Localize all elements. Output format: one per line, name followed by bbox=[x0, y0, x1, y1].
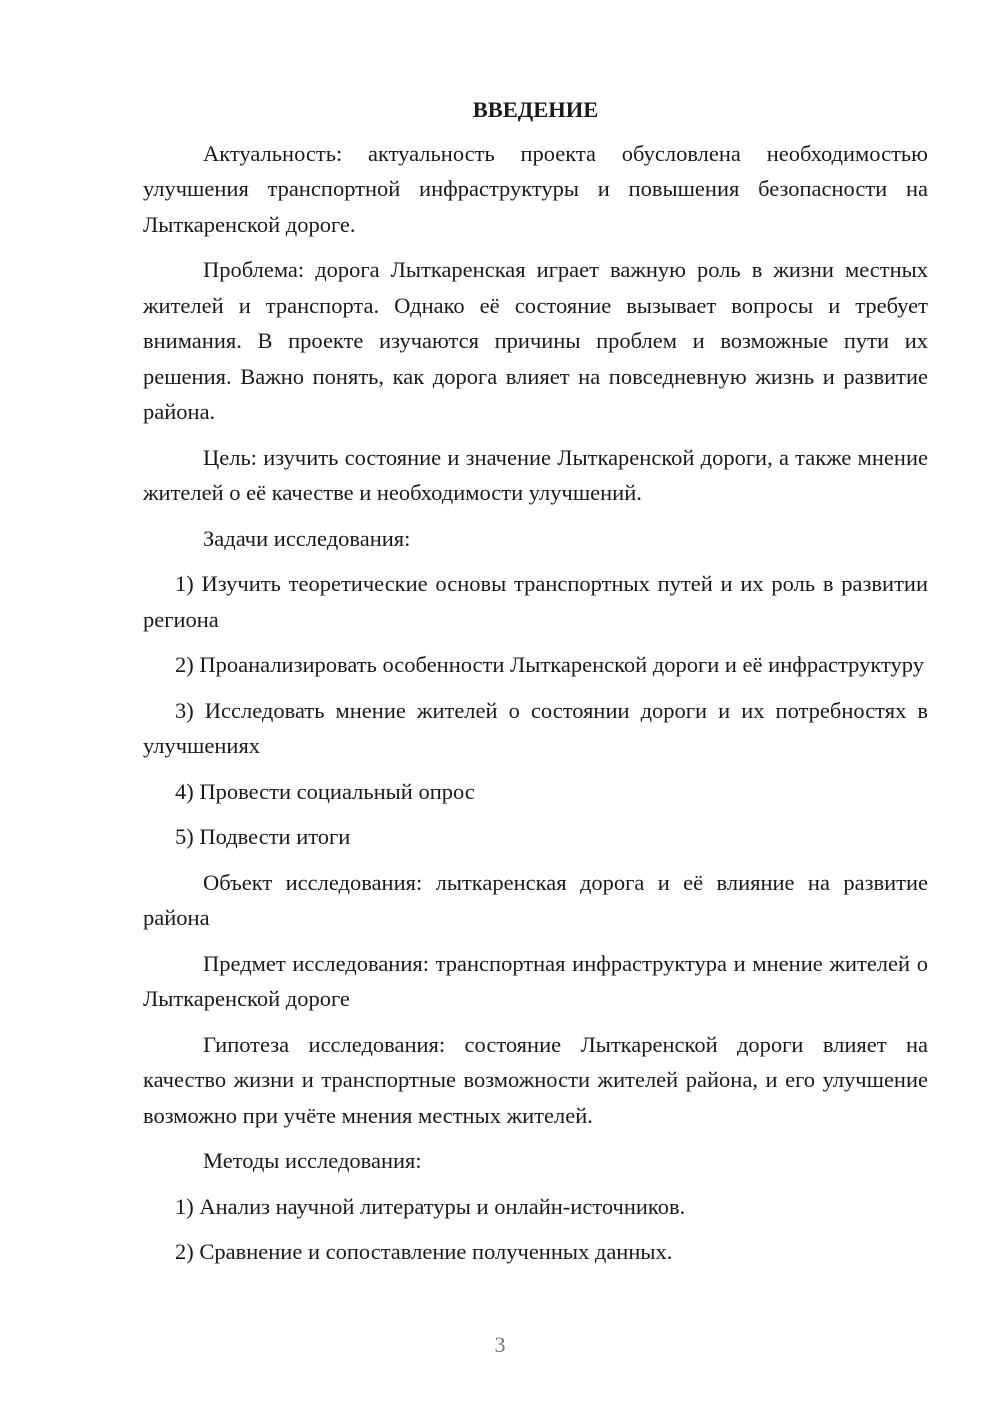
method-item: 2) Сравнение и сопоставление полученных данных. bbox=[175, 1239, 673, 1264]
task-item: 3) Исследовать мнение жителей о состоянии дороги и их потребностях в улучшениях bbox=[143, 697, 928, 758]
task-item: 4) Провести социальный опрос bbox=[175, 778, 475, 804]
section-title: ВВЕДЕНИЕ bbox=[472, 97, 599, 122]
relevance-paragraph: Актуальность: актуальность проекта обусловлена необходимостью улучшения транспортной инфраструктуры и повышения безопасности на Лыткаренской дороге. bbox=[143, 140, 928, 237]
hypothesis-paragraph: Гипотеза исследования: состояние Лыткаренской дороги влияет на качество жизни и транспортные возможности жителей района, и его улучшение возможно при учёте мнения местных жителей. bbox=[143, 1031, 928, 1128]
document-page bbox=[143, 92, 928, 1280]
methods-label: Методы исследования: bbox=[203, 1148, 422, 1173]
object-paragraph: Объект исследования: лыткаренская дорога и её влияние на развитие района bbox=[143, 869, 928, 930]
tasks-label: Задачи исследования: bbox=[203, 525, 411, 551]
problem-paragraph: Проблема: дорога Лыткаренская играет важную роль в жизни местных жителей и транспорта. Однако её состояние вызывает вопросы и требует внимания. В проекте изучаются причины проблем и возможные пути их решения. Важно понять, как дорога влияет на повседневную жизнь и развитие района. bbox=[143, 257, 928, 424]
task-item: 5) Подвести итоги bbox=[175, 824, 351, 849]
method-item: 1) Анализ научной литературы и онлайн-источников. bbox=[175, 1193, 686, 1219]
task-item: 2) Проанализировать особенности Лыткаренской дороги и её инфраструктуру bbox=[175, 652, 924, 677]
page-number: 3 bbox=[494, 1332, 506, 1357]
subject-paragraph: Предмет исследования: транспортная инфраструктура и мнение жителей о Лыткаренской дороге bbox=[143, 950, 928, 1011]
task-item: 1) Изучить теоретические основы транспортных путей и их роль в развитии региона bbox=[143, 571, 928, 632]
goal-paragraph: Цель: изучить состояние и значение Лыткаренской дороги, а также мнение жителей о её качестве и необходимости улучшений. bbox=[143, 444, 928, 505]
